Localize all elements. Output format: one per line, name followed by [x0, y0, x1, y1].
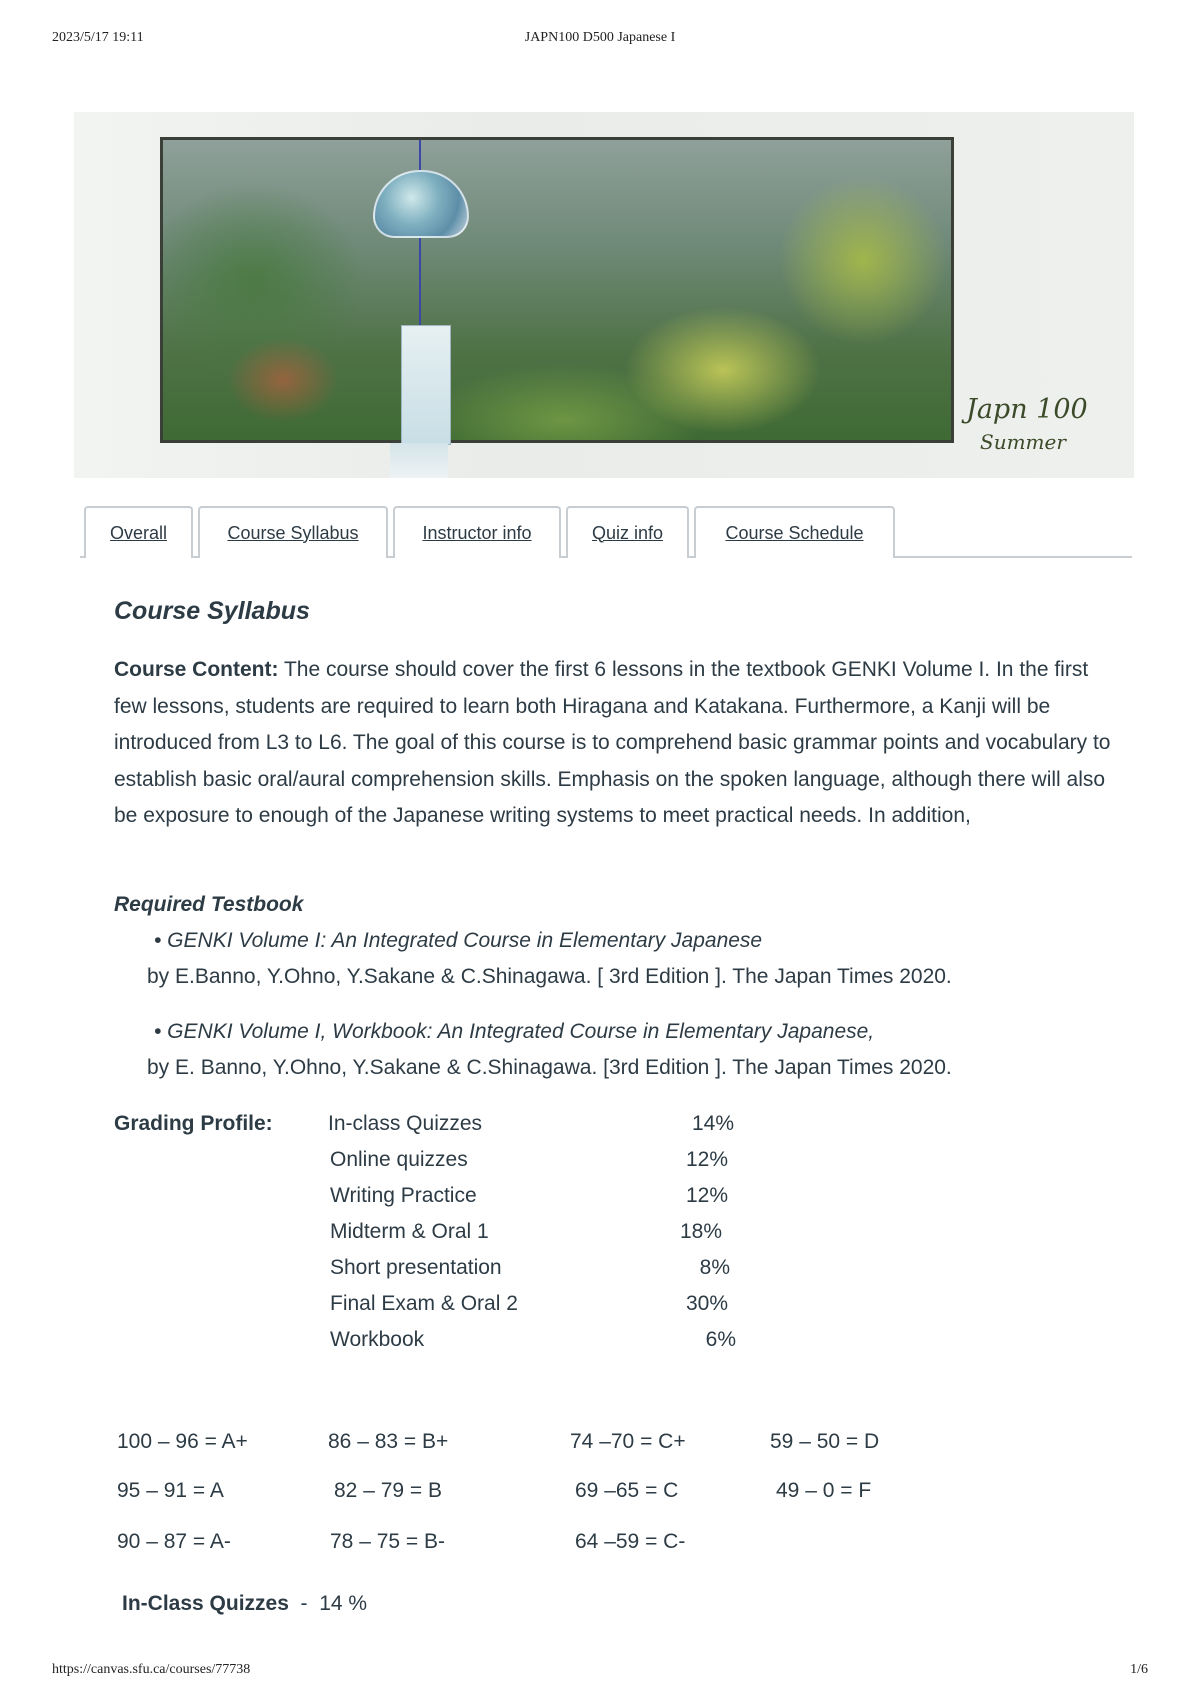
grade-scale-entry: 100 – 96 = A+	[117, 1430, 248, 1453]
in-class-quizzes-weight: - 14 %	[288, 1592, 368, 1615]
tab-instructor-info[interactable]: Instructor info	[393, 506, 561, 558]
tab-overall[interactable]: Overall	[84, 506, 193, 558]
print-date: 2023/5/17 19:11	[52, 30, 144, 45]
textbook-heading: Required Testbook	[114, 893, 304, 916]
tab-course-syllabus[interactable]: Course Syllabus	[198, 506, 388, 558]
grading-item: Final Exam & Oral 2	[330, 1292, 518, 1315]
in-class-quizzes-label: In-Class Quizzes	[122, 1592, 289, 1615]
course-tabs	[80, 506, 1132, 558]
textbook-1-title: • GENKI Volume I: An Integrated Course in Elementary Japanese	[154, 929, 763, 952]
grading-percent: 18%	[679, 1220, 722, 1243]
page-title: Course Syllabus	[114, 597, 310, 625]
grading-percent: 12%	[685, 1148, 728, 1171]
banner-subtitle: Summer	[980, 430, 1066, 454]
course-content-label: Course Content:	[114, 658, 279, 681]
grade-scale-entry: 95 – 91 = A	[117, 1479, 224, 1502]
grade-scale-entry: 82 – 79 = B	[334, 1479, 443, 1502]
wind-chime-paper-strip	[401, 325, 451, 445]
course-content-paragraph	[114, 652, 1114, 835]
grading-percent: 8%	[699, 1256, 730, 1279]
grading-item: Writing Practice	[330, 1184, 477, 1207]
grade-scale-entry: 59 – 50 = D	[770, 1430, 880, 1453]
grade-scale-entry: 90 – 87 = A-	[117, 1530, 231, 1553]
banner-photo-wind-chime	[160, 137, 954, 443]
banner-title: Japn 100	[966, 394, 1088, 425]
tab-quiz-info[interactable]: Quiz info	[566, 506, 689, 558]
grade-scale-entry: 74 –70 = C+	[570, 1430, 686, 1453]
print-title: JAPN100 D500 Japanese I	[524, 30, 676, 45]
grading-percent: 14%	[691, 1112, 734, 1135]
print-header	[0, 30, 1200, 50]
grading-percent: 30%	[685, 1292, 728, 1315]
grade-scale-entry: 49 – 0 = F	[776, 1479, 872, 1502]
grading-profile-label: Grading Profile:	[114, 1112, 273, 1135]
in-class-quizzes-heading	[122, 1592, 367, 1616]
course-content-text: The course should cover the first 6 lessons in the textbook GENKI Volume I. In the first few lessons, students are required to learn both Hiragana and Katakana. Furthermore, a Kanji will be introduced from L3 to L6. The goal of this course is to comprehend basic grammar points and vocabulary to establish basic oral/aural comprehension skills. Emphasis on the spoken language, although there will also be exposure to enough of the Japanese writing systems to meet practical needs. In addition,	[114, 658, 1111, 827]
grade-scale-entry: 78 – 75 = B-	[330, 1530, 445, 1553]
grading-item: Midterm & Oral 1	[330, 1220, 489, 1243]
wind-chime-paper-strip-edge	[390, 443, 448, 478]
grading-percent: 6%	[705, 1328, 736, 1351]
textbook-2-authors: by E. Banno, Y.Ohno, Y.Sakane & C.Shinagawa. [3rd Edition ]. The Japan Times 2020.	[147, 1056, 952, 1079]
course-banner	[74, 112, 1134, 478]
textbook-2-title: • GENKI Volume I, Workbook: An Integrated Course in Elementary Japanese,	[154, 1020, 875, 1043]
print-footer	[0, 1662, 1200, 1682]
textbook-1-authors: by E.Banno, Y.Ohno, Y.Sakane & C.Shinagawa. [ 3rd Edition ]. The Japan Times 2020.	[147, 965, 952, 988]
wind-chime-bell	[373, 170, 469, 238]
grade-scale-entry: 86 – 83 = B+	[328, 1430, 449, 1453]
grading-item: Workbook	[330, 1328, 425, 1351]
page-url: https://canvas.sfu.ca/courses/77738	[52, 1662, 251, 1677]
grading-item: In-class Quizzes	[328, 1112, 483, 1135]
tab-course-schedule[interactable]: Course Schedule	[694, 506, 895, 558]
grade-scale-entry: 69 –65 = C	[575, 1479, 679, 1502]
grading-item: Short presentation	[330, 1256, 502, 1279]
grading-item: Online quizzes	[330, 1148, 468, 1171]
grade-scale-entry: 64 –59 = C-	[575, 1530, 686, 1553]
page-number: 1/6	[1130, 1662, 1148, 1677]
grading-percent: 12%	[685, 1184, 728, 1207]
